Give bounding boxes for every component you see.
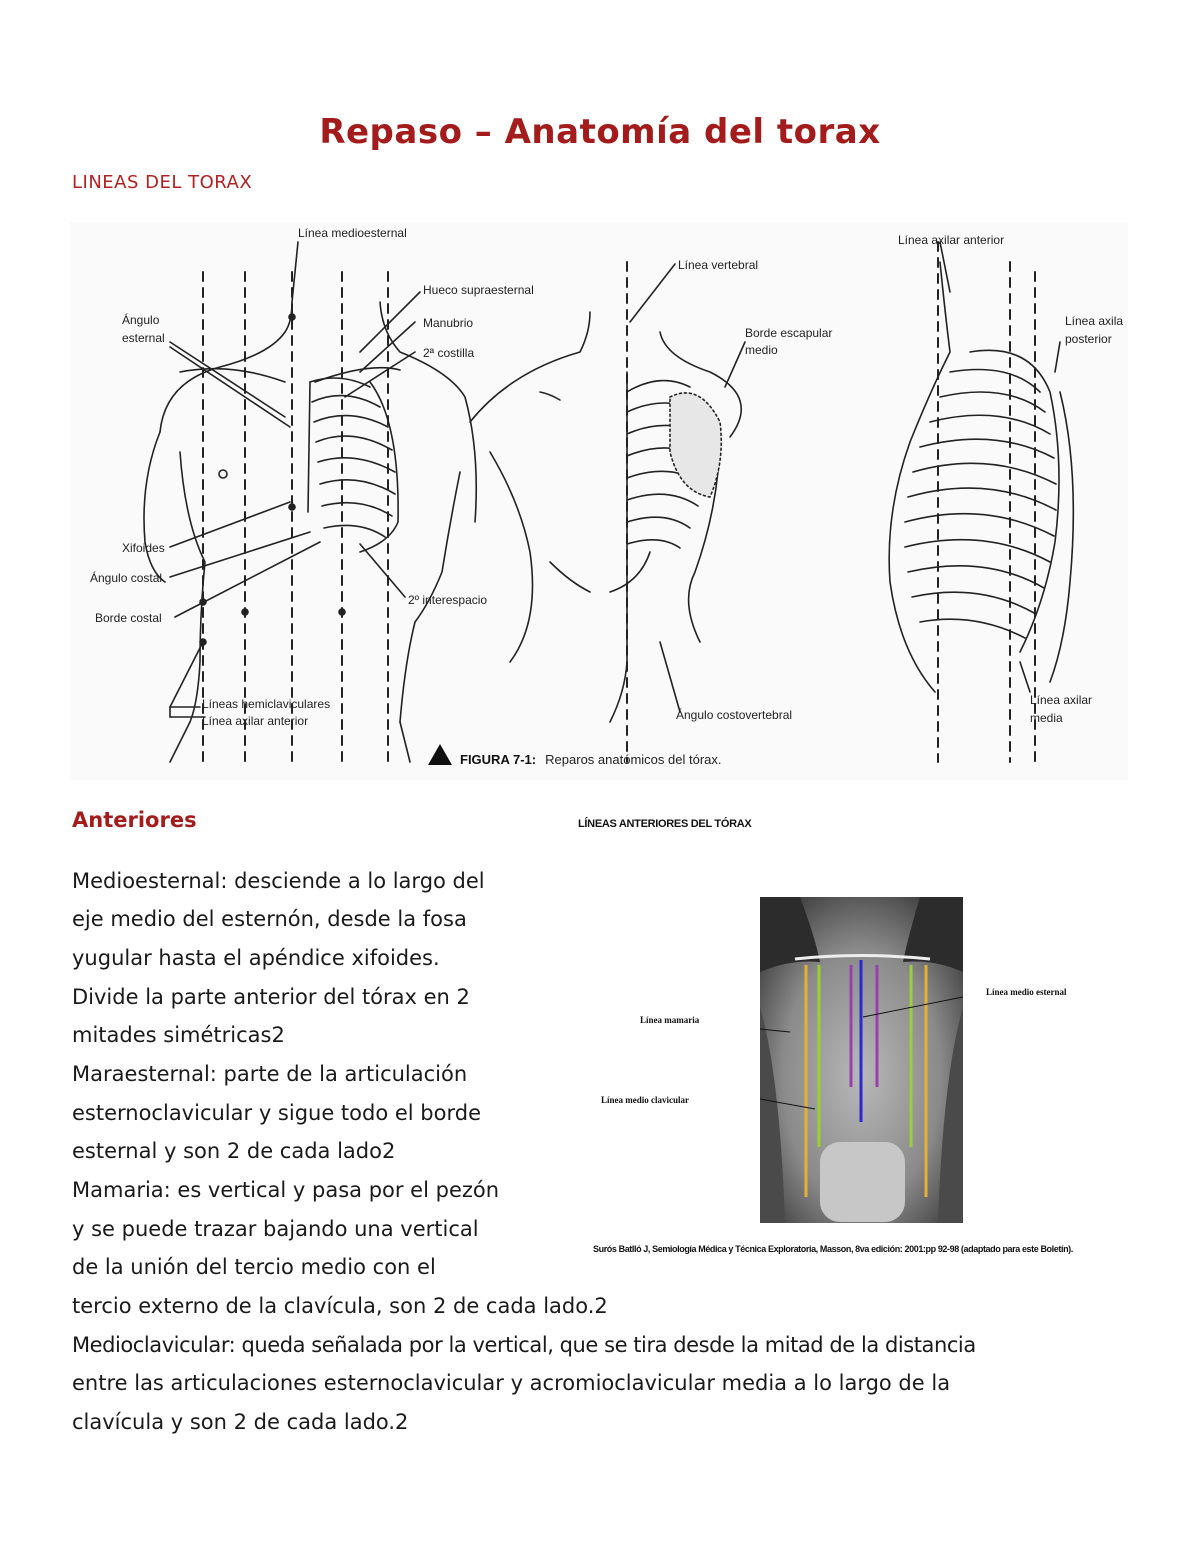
thorax-landmarks-figure [70, 222, 1128, 780]
label-angulo-esternal-2: esternal [122, 331, 165, 345]
label-linea-mamaria: Línea mamaria [640, 1015, 700, 1025]
body-line: mitades simétricas2 [72, 1023, 285, 1047]
body-line: yugular hasta el apéndice xifoides. [72, 946, 440, 970]
label-segundo-interespacio: 2º interespacio [408, 593, 488, 607]
label-linea-medio-esternal: Línea medio esternal [986, 987, 1067, 997]
label-linea-axilar-posterior-2: posterior [1065, 332, 1112, 346]
label-hueco-supraesternal: Hueco supraesternal [423, 283, 534, 297]
label-linea-axilar-posterior-1: Línea axila [1065, 314, 1124, 328]
label-borde-escapular-2: medio [745, 343, 778, 357]
figure2-source: Surós Batlló J, Semiología Médica y Técnica Exploratoria, Masson, 8va edición: 2001:pp 92-98 (adaptado para este Boletín). [593, 1244, 1073, 1254]
label-linea-axilar-media-2: media [1030, 711, 1063, 725]
section-heading: LINEAS DEL TORAX [72, 172, 253, 193]
label-linea-vertebral: Línea vertebral [678, 258, 759, 272]
label-borde-costal: Borde costal [95, 611, 162, 625]
body-line: esternoclavicular y sigue todo el borde [72, 1101, 481, 1125]
label-angulo-esternal-1: Ángulo [122, 313, 160, 327]
label-angulo-costovertebral: Ángulo costovertebral [676, 708, 793, 722]
figure1-caption [460, 749, 721, 768]
body-line: Medioclavicular: queda señalada por la vertical, que se tira desde la mitad de la distancia [72, 1333, 976, 1357]
body-line: y se puede trazar bajando una vertical [72, 1217, 479, 1241]
chest-xray-figure [760, 897, 963, 1223]
figure2-title: LÍNEAS ANTERIORES DEL TÓRAX [578, 818, 752, 830]
body-line: eje medio del esternón, desde la fosa [72, 907, 467, 931]
label-linea-axilar-anterior-front: Línea axilar anterior [202, 714, 309, 728]
body-line: clavícula y son 2 de cada lado.2 [72, 1410, 409, 1434]
figure1-caption-bold: FIGURA 7-1: [460, 752, 537, 767]
page-title: Repaso – Anatomía del torax [319, 112, 881, 152]
body-line: Medioesternal: desciende a lo largo del [72, 869, 485, 893]
caption-triangle-icon [428, 744, 452, 765]
label-angulo-costal: Ángulo costal [90, 571, 163, 585]
body-line: esternal y son 2 de cada lado2 [72, 1139, 396, 1163]
label-xifoides: Xifoides [122, 541, 165, 555]
label-segunda-costilla: 2ª costilla [423, 346, 475, 360]
body-line: tercio externo de la clavícula, son 2 de cada lado.2 [72, 1294, 608, 1318]
label-linea-axilar-anterior-side: Línea axilar anterior [898, 233, 1005, 247]
thorax-illustration [70, 222, 1128, 780]
body-line: Mamaria: es vertical y pasa por el pezón [72, 1178, 500, 1202]
label-borde-escapular-1: Borde escapular [745, 326, 833, 340]
body-line: Maraesternal: parte de la articulación [72, 1062, 468, 1086]
body-line: de la unión del tercio medio con el [72, 1255, 436, 1279]
anteriores-heading: Anteriores [72, 808, 197, 832]
label-linea-medio-clavicular: Línea medio clavicular [601, 1095, 689, 1105]
label-manubrio: Manubrio [423, 316, 474, 330]
label-linea-medioesternal: Línea medioesternal [298, 226, 407, 240]
label-lineas-hemiclaviculares: Líneas hemiclaviculares [202, 697, 331, 711]
chest-xray-image [760, 897, 963, 1223]
body-line: entre las articulaciones esternoclavicular y acromioclavicular media a lo largo de la [72, 1371, 951, 1395]
label-linea-axilar-media-1: Línea axilar [1030, 693, 1093, 707]
figure1-caption-text: Reparos anatómicos del tórax. [545, 752, 722, 767]
body-line: Divide la parte anterior del tórax en 2 [72, 985, 470, 1009]
